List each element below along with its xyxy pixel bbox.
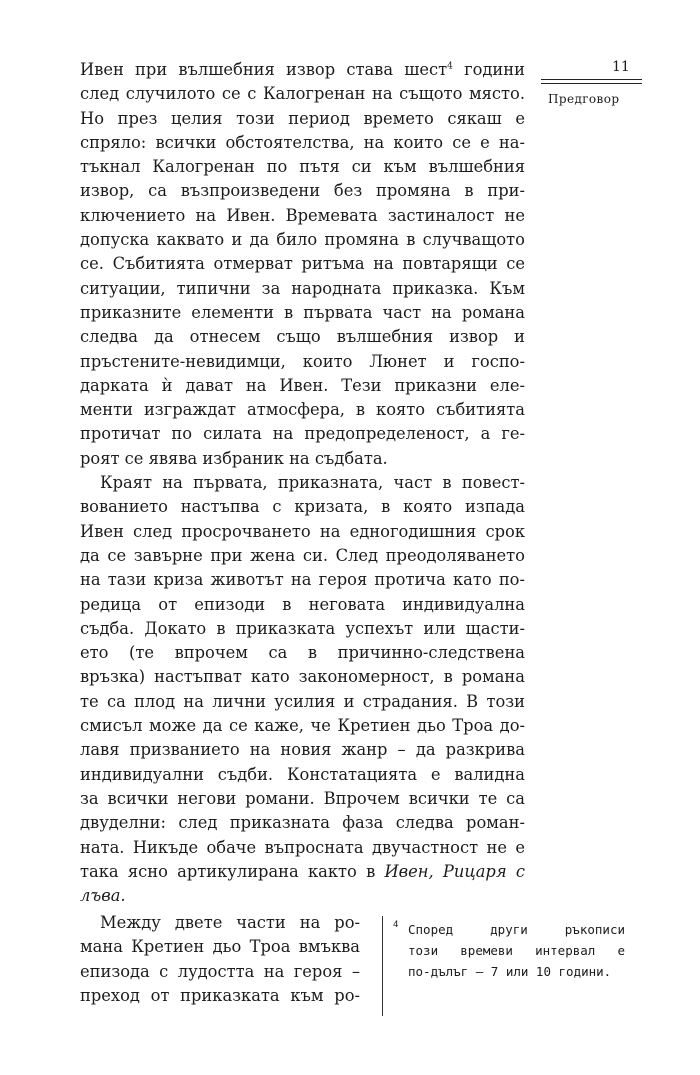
paragraph-3 (80, 911, 360, 1008)
text-line: се. Събитията отмерват ритъма на повтарящи се (80, 254, 525, 274)
footnote (393, 919, 625, 982)
text-line: Между двете части на ро- (100, 913, 360, 932)
italic-title: Ивен, Рицаря с (384, 861, 525, 881)
text-line: тъкнал Калогренан по пътя си към вълшебния (80, 157, 525, 177)
text-line: Ивен след просрочването на едногодишния срок (80, 521, 525, 541)
text-line: приказните елементи в първата част на романа (80, 302, 525, 322)
text-line: Краят на първата, приказната, част в повест- (100, 473, 525, 493)
footnote-rule (382, 916, 383, 1016)
text-line: двуделни: след приказната фаза следва роман- (80, 813, 525, 833)
text-line: епизода с лудостта на героя – (80, 961, 360, 981)
text-line: ето (те впрочем са в причинно-следствена (80, 643, 525, 663)
text-line: роят се явява избраник на съдбата. (80, 448, 388, 468)
body-text (80, 58, 525, 908)
text-line: вованието настъпва с кризата, в която изпада (80, 497, 525, 517)
text-line: ната. Никъде обаче въпросната двучастност не е (80, 837, 525, 857)
header-rule-bottom (541, 83, 642, 84)
text-line: след случилото се с Калогренан на същото място. (80, 84, 525, 104)
text-line: връзка) настъпват като закономерност, в романа (80, 667, 525, 687)
text-line: ситуации, типични за народната приказка. Към (80, 278, 525, 298)
text-line: Но през целия този период времето сякаш е (80, 108, 525, 128)
text-line: извор, са възпроизведени без промяна в при- (80, 181, 525, 201)
text-line: Ивен при вълшебния извор става шест$^4$ години (80, 60, 525, 79)
footnote-line: по-дълъг – 7 или 10 години. (408, 964, 612, 979)
italic-title: лъва. (80, 886, 126, 906)
text-line: протичат по силата на предопределеност, а ге- (80, 424, 525, 444)
text-line: редица от епизоди в неговата индивидуална (80, 594, 525, 614)
text-line: спряло: всички обстоятелства, на които се е на- (80, 132, 525, 152)
text-line: така ясно артикулирана както в Ивен, Рицаря с (80, 861, 525, 881)
page-number: 11 (612, 59, 630, 75)
text-line (80, 884, 525, 908)
footnote-line: Според други ръкописи (408, 922, 625, 937)
footnote-reference: 4 (447, 61, 453, 72)
text-line: допуска каквато и да било промяна в случващото (80, 230, 525, 250)
text-line: те са плод на лични усилия и страдания. В този (80, 691, 525, 711)
header-rule-top (541, 79, 642, 80)
text-line: на тази криза животът на героя протича като по- (80, 570, 525, 590)
text-line: да се завърне при жена си. След преодоляването (80, 545, 525, 565)
text-line: дарката ѝ дават на Ивен. Тези приказни еле- (80, 375, 525, 395)
text-line: индивидуални съдби. Констатацията е валидна (80, 764, 525, 784)
text-line: съдба. Докато в приказката успехът или щасти- (80, 618, 525, 638)
text-line: менти изграждат атмосфера, в която събитията (80, 400, 525, 420)
text-line: пръстените-невидимци, които Люнет и госпо- (80, 351, 525, 371)
text-line: за всички негови романи. Впрочем всички те са (80, 788, 525, 808)
text-line: преход от приказката към ро- (80, 985, 360, 1005)
paragraph-2 (80, 471, 525, 908)
paragraph-1 (80, 58, 525, 471)
text-line: мана Кретиен дьо Троа вмъква (80, 937, 360, 957)
footnote-line: този времеви интервал е (408, 943, 625, 958)
text-line: лавя призванието на новия жанр – да разкрива (80, 740, 525, 760)
footnote-mark: 4 (393, 920, 399, 930)
text-line: смисъл може да се каже, че Кретиен дьо Троа до- (80, 716, 525, 736)
running-head: Предговор (548, 92, 620, 106)
text-line: ключението на Ивен. Времевата застиналост не (80, 205, 525, 225)
text-line: следва да отнесем също вълшебния извор и (80, 327, 525, 347)
